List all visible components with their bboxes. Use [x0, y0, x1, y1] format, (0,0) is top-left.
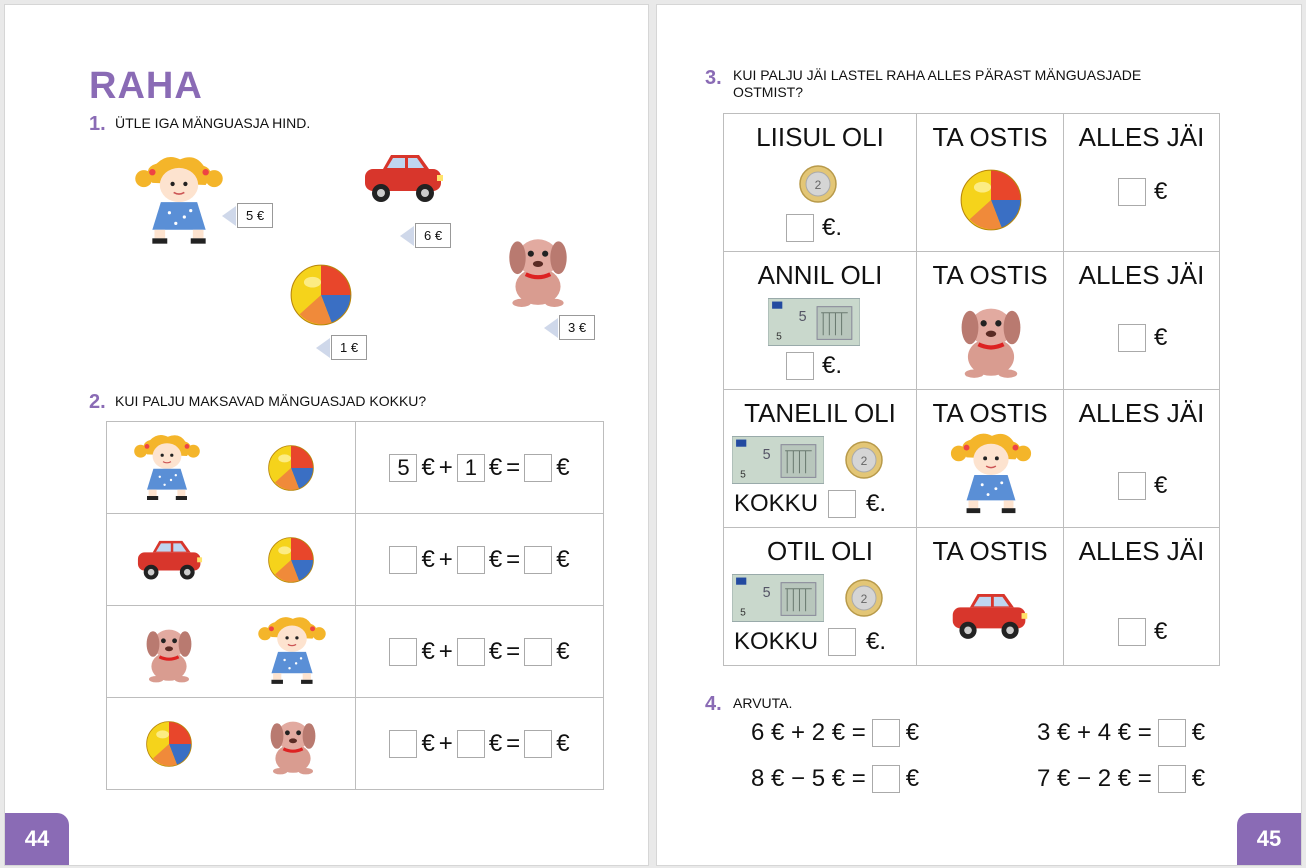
bought-cell [917, 114, 1064, 252]
plus-sign: + [438, 453, 453, 481]
answer-box[interactable] [389, 546, 417, 574]
euro-sign: € [1154, 324, 1168, 351]
left-label: ALLES JÄI [1078, 260, 1205, 290]
coin-icon [798, 164, 838, 204]
calc-item [751, 719, 919, 747]
toy-pair-cell [107, 698, 356, 790]
had-cell [724, 252, 917, 390]
bought-label: TA OSTIS [932, 260, 1048, 290]
left-label: ALLES JÄI [1078, 536, 1205, 566]
left-cell [1064, 390, 1220, 528]
car-illustration [359, 145, 449, 209]
euro-sign: € [421, 637, 435, 665]
question-1-text: ÜTLE IGA MÄNGUASJA HIND. [115, 115, 311, 131]
ball-icon [267, 444, 315, 492]
toy-pair-cell [107, 514, 356, 606]
calc-item [1037, 765, 1205, 793]
total-label: KOKKU [734, 628, 819, 655]
equals-sign: = [506, 729, 521, 757]
car-icon [133, 532, 207, 586]
euro-sign: €. [866, 490, 887, 517]
left-page [4, 4, 649, 866]
left-cell [1064, 114, 1220, 252]
table-row [107, 698, 604, 790]
answer-box[interactable] [1118, 618, 1146, 646]
car-price-tag: 6 € [415, 223, 451, 248]
page-number: 45 [1237, 813, 1301, 865]
answer-box[interactable] [828, 490, 856, 518]
equals-sign: = [506, 453, 521, 481]
table-row [724, 528, 1220, 666]
coin-icon [844, 578, 884, 618]
banknote-icon [768, 298, 860, 346]
euro-sign: € [556, 729, 570, 757]
equation-cell [356, 698, 604, 790]
question-3-number: 3. [705, 67, 722, 89]
plus-sign: + [438, 637, 453, 665]
question-2-number: 2. [89, 391, 106, 413]
answer-box[interactable] [872, 719, 900, 747]
right-page [656, 4, 1302, 866]
answer-box[interactable] [1118, 178, 1146, 206]
answer-box[interactable] [524, 638, 552, 666]
bought-label: TA OSTIS [932, 122, 1048, 152]
bought-cell [917, 528, 1064, 666]
answer-box[interactable] [524, 546, 552, 574]
euro-sign: € [556, 545, 570, 573]
had-label: OTIL OLI [767, 536, 873, 566]
euro-sign: € [1154, 472, 1168, 499]
total-label: KOKKU [734, 490, 819, 517]
euro-sign: €. [866, 628, 887, 655]
answer-box[interactable] [389, 730, 417, 758]
question-4-text: ARVUTA. [733, 695, 793, 711]
calc-expression: 8 € − 5 € = [751, 765, 866, 792]
table-row [724, 390, 1220, 528]
plus-sign: + [438, 729, 453, 757]
answer-box[interactable] [457, 546, 485, 574]
euro-sign: € [905, 765, 920, 792]
left-label: ALLES JÄI [1078, 122, 1205, 152]
answer-box[interactable] [524, 730, 552, 758]
bought-label: TA OSTIS [932, 398, 1048, 428]
ball-price-tag: 1 € [331, 335, 367, 360]
page-title: RAHA [89, 65, 203, 107]
doll-icon [255, 614, 329, 688]
answer-box[interactable] [1118, 472, 1146, 500]
left-label: ALLES JÄI [1078, 398, 1205, 428]
euro-sign: € [421, 453, 435, 481]
euro-sign: €. [822, 352, 843, 379]
banknote-icon [732, 436, 824, 484]
answer-box[interactable] [786, 214, 814, 242]
table-row [107, 422, 604, 514]
answer-box[interactable] [457, 730, 485, 758]
car-icon [947, 584, 1033, 646]
answer-box[interactable] [1158, 719, 1186, 747]
table-row [724, 252, 1220, 390]
banknote-icon [732, 574, 824, 622]
euro-sign: € [1154, 178, 1168, 205]
euro-sign: € [556, 637, 570, 665]
answer-box[interactable]: 5 [389, 454, 417, 482]
answer-box[interactable] [1158, 765, 1186, 793]
euro-sign: € [421, 545, 435, 573]
euro-sign: € [1191, 765, 1206, 792]
euro-sign: € [905, 719, 920, 746]
answer-box[interactable] [389, 638, 417, 666]
calc-item [1037, 719, 1205, 747]
ball-illustration [289, 263, 353, 327]
euro-sign: € [421, 729, 435, 757]
equation-cell [356, 514, 604, 606]
question-3-text: KUI PALJU JÄI LASTEL RAHA ALLES PÄRAST MÄNGUASJADE OSTMIST? [733, 67, 1142, 100]
calc-item [751, 765, 919, 793]
table-row [107, 606, 604, 698]
answer-box[interactable] [457, 638, 485, 666]
had-label: ANNIL OLI [757, 260, 883, 290]
bought-label: TA OSTIS [932, 536, 1048, 566]
answer-box[interactable] [786, 352, 814, 380]
dog-icon [261, 712, 325, 776]
page-number: 44 [5, 813, 69, 865]
dog-illustration [497, 227, 579, 309]
coin-icon [844, 440, 884, 480]
ball-icon [959, 168, 1023, 232]
dog-icon [949, 296, 1033, 380]
answer-box[interactable] [828, 628, 856, 656]
toy-pair-cell [107, 606, 356, 698]
euro-sign: € [488, 545, 503, 573]
remaining-money-table [723, 113, 1220, 666]
equation-cell [356, 606, 604, 698]
doll-icon [947, 430, 1035, 518]
equals-sign: = [506, 637, 521, 665]
question-4-number: 4. [705, 693, 722, 715]
doll-illustration [131, 153, 227, 249]
left-cell [1064, 528, 1220, 666]
had-label: TANELIL OLI [744, 398, 896, 428]
euro-sign: € [488, 453, 503, 481]
calc-expression: 3 € + 4 € = [1037, 719, 1152, 746]
euro-sign: € [488, 637, 503, 665]
euro-sign: € [1191, 719, 1206, 746]
had-cell [724, 114, 917, 252]
had-label: LIISUL OLI [756, 122, 884, 152]
had-cell [724, 390, 917, 528]
equals-sign: = [506, 545, 521, 573]
table-row [724, 114, 1220, 252]
euro-sign: €. [822, 214, 843, 241]
answer-box[interactable]: 1 [457, 454, 485, 482]
euro-sign: € [556, 453, 570, 481]
doll-icon [131, 432, 203, 504]
bought-cell [917, 390, 1064, 528]
plus-sign: + [438, 545, 453, 573]
calc-expression: 7 € − 2 € = [1037, 765, 1152, 792]
sum-table [106, 421, 604, 790]
bought-cell [917, 252, 1064, 390]
ball-icon [145, 720, 193, 768]
equation-cell [356, 422, 604, 514]
question-1-number: 1. [89, 113, 106, 135]
ball-icon [267, 536, 315, 584]
toy-pair-cell [107, 422, 356, 514]
doll-price-tag: 5 € [237, 203, 273, 228]
answer-box[interactable] [524, 454, 552, 482]
question-2-text: KUI PALJU MAKSAVAD MÄNGUASJAD KOKKU? [115, 393, 427, 409]
answer-box[interactable] [1118, 324, 1146, 352]
dog-icon [137, 620, 201, 684]
had-cell [724, 528, 917, 666]
left-cell [1064, 252, 1220, 390]
euro-sign: € [488, 729, 503, 757]
table-row [107, 514, 604, 606]
euro-sign: € [1154, 618, 1168, 645]
dog-price-tag: 3 € [559, 315, 595, 340]
calc-expression: 6 € + 2 € = [751, 719, 866, 746]
answer-box[interactable] [872, 765, 900, 793]
